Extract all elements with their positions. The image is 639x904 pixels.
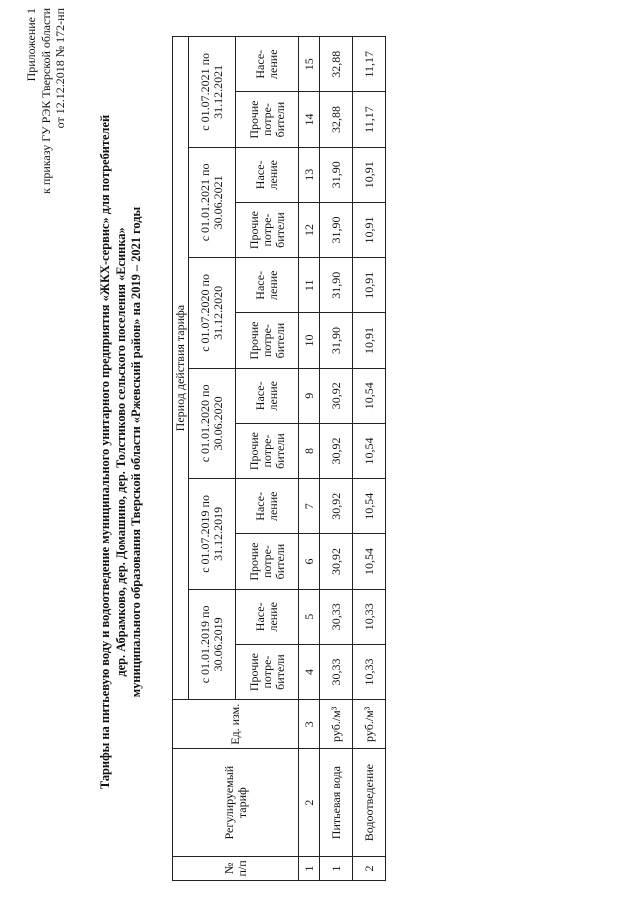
value-cell: 30,92 [320, 423, 353, 478]
row-num: 2 [353, 856, 386, 880]
row-name: Питьевая вода [320, 749, 353, 857]
value-cell: 10,54 [353, 423, 386, 478]
title-line-1: Тарифы на питьевую воду и водоотведение муниципального унитарного предприятия «ЖКХ-сервис» для потребителей [98, 114, 112, 790]
column-number: 13 [299, 147, 320, 202]
appendix-line-1: Приложение 1 [24, 8, 38, 82]
value-cell: 10,54 [353, 368, 386, 423]
column-number: 4 [299, 644, 320, 699]
table-row [320, 37, 353, 881]
period-5: с 01.01.2021 по 30.06.2021 [189, 147, 236, 258]
value-cell: 11,17 [353, 92, 386, 147]
value-cell: 10,54 [353, 534, 386, 589]
sub-other: Прочие потре-бители [236, 644, 299, 699]
sub-population: Насе-ление [236, 37, 299, 92]
row-unit: руб./м³ [320, 700, 353, 749]
value-cell: 10,33 [353, 644, 386, 699]
value-cell: 30,33 [320, 589, 353, 644]
sub-population: Насе-ление [236, 479, 299, 534]
value-cell: 30,92 [320, 534, 353, 589]
sub-population: Насе-ление [236, 147, 299, 202]
value-cell: 30,33 [320, 644, 353, 699]
value-cell: 30,92 [320, 368, 353, 423]
appendix-line-3: от 12.12.2018 № 172-нп [53, 8, 67, 129]
value-cell: 32,88 [320, 37, 353, 92]
column-number: 11 [299, 258, 320, 313]
header-num: № п/п [173, 856, 299, 880]
column-number: 15 [299, 37, 320, 92]
value-cell: 10,91 [353, 147, 386, 202]
header-period: Период действия тарифа [173, 37, 189, 700]
column-number: 10 [299, 313, 320, 368]
period-1: с 01.01.2019 по 30.06.2019 [189, 589, 236, 700]
row-num: 1 [320, 856, 353, 880]
value-cell: 30,92 [320, 479, 353, 534]
value-cell: 31,90 [320, 258, 353, 313]
row-unit: руб./м³ [353, 700, 386, 749]
sub-population: Насе-ление [236, 368, 299, 423]
period-4: с 01.07.2020 по 31.12.2020 [189, 258, 236, 369]
column-number: 12 [299, 202, 320, 257]
value-cell: 31,90 [320, 147, 353, 202]
sub-population: Насе-ление [236, 589, 299, 644]
document-title [98, 20, 145, 884]
period-3: с 01.01.2020 по 30.06.2020 [189, 368, 236, 479]
column-number: 7 [299, 479, 320, 534]
period-6: с 01.07.2021 по 31.12.2021 [189, 37, 236, 148]
sub-other: Прочие потре-бители [236, 423, 299, 478]
value-cell: 32,88 [320, 92, 353, 147]
header-tariff: Регулируемый тариф [173, 749, 299, 857]
value-cell: 11,17 [353, 37, 386, 92]
value-cell: 10,33 [353, 589, 386, 644]
column-number: 14 [299, 92, 320, 147]
column-number: 2 [299, 749, 320, 857]
value-cell: 10,91 [353, 202, 386, 257]
header-unit: Ед. изм. [173, 700, 299, 749]
table-row [353, 37, 386, 881]
column-number: 1 [299, 856, 320, 880]
value-cell: 10,91 [353, 258, 386, 313]
period-2: с 01.07.2019 по 31.12.2019 [189, 479, 236, 590]
tariff-table [172, 36, 386, 881]
value-cell: 10,91 [353, 313, 386, 368]
column-number: 8 [299, 423, 320, 478]
title-line-3: муниципального образования Тверской области «Ржевский район» на 2019 – 2021 годы [129, 206, 144, 698]
column-number: 9 [299, 368, 320, 423]
title-line-2: дер. Абрамково, дер. Домашино, дер. Толстиково сельского поселения «Есинка» [113, 227, 128, 677]
column-number: 5 [299, 589, 320, 644]
sub-other: Прочие потре-бители [236, 202, 299, 257]
sub-other: Прочие потре-бители [236, 92, 299, 147]
value-cell: 31,90 [320, 313, 353, 368]
appendix-note [24, 8, 68, 388]
row-name: Водоотведение [353, 749, 386, 857]
value-cell: 31,90 [320, 202, 353, 257]
sub-other: Прочие потре-бители [236, 534, 299, 589]
sub-other: Прочие потре-бители [236, 313, 299, 368]
appendix-line-2: к приказу ГУ РЭК Тверской области [38, 8, 53, 194]
column-number: 6 [299, 534, 320, 589]
value-cell: 10,54 [353, 479, 386, 534]
column-number: 3 [299, 700, 320, 749]
sub-population: Насе-ление [236, 258, 299, 313]
